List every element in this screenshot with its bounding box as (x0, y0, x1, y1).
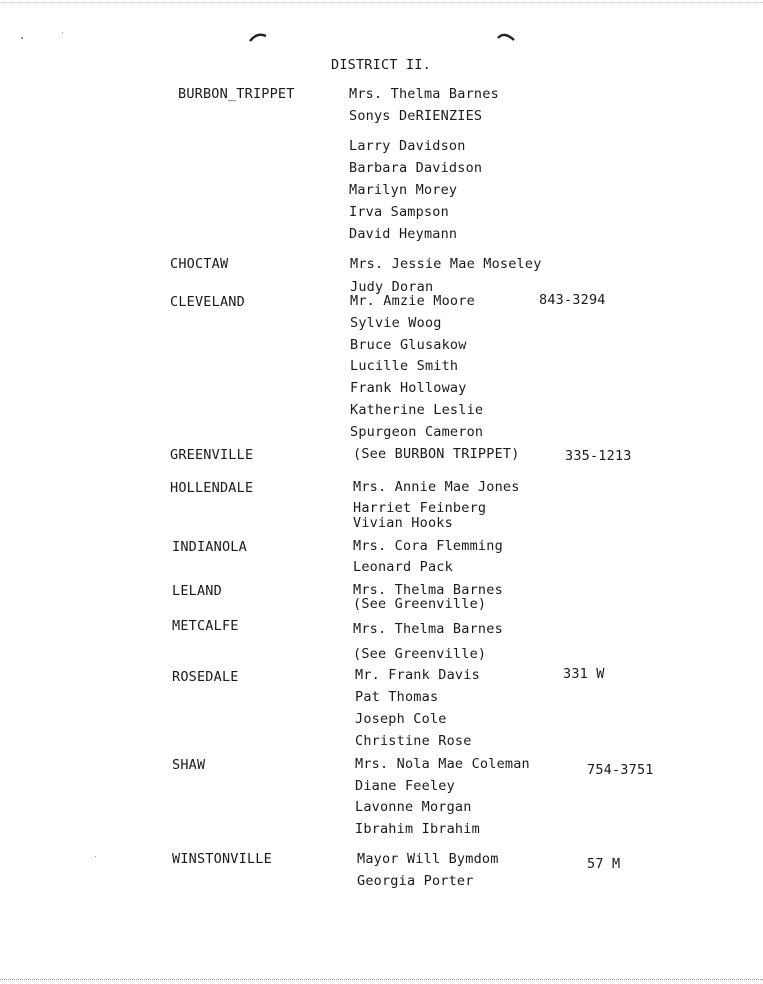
place-shaw: SHAW (172, 757, 206, 773)
contact-name: Judy Doran (350, 279, 434, 295)
place-rosedale: ROSEDALE (172, 669, 239, 685)
contact-name: David Heymann (349, 226, 458, 242)
contact-name: Christine Rose (355, 733, 472, 749)
contact-name: Mr. Frank Davis (355, 667, 480, 683)
place-leland: LELAND (172, 583, 222, 599)
contact-name: Barbara Davidson (349, 160, 483, 176)
contact-name: Vivian Hooks (353, 515, 453, 531)
speck (21, 37, 23, 39)
contact-name: Mr. Amzie Moore (350, 293, 475, 309)
contact-name: Georgia Porter (357, 873, 474, 889)
contact-name: Joseph Cole (355, 711, 447, 727)
contact-name: Lavonne Morgan (355, 799, 472, 815)
speck (95, 856, 96, 857)
document-title: DISTRICT II. (331, 57, 431, 73)
contact-name: Larry Davidson (349, 138, 466, 154)
contact-name: Pat Thomas (355, 689, 439, 705)
contact-name: Spurgeon Cameron (350, 424, 484, 440)
contact-name: Diane Feeley (355, 778, 455, 794)
contact-name: (See Greenville) (353, 646, 487, 662)
contact-name: Ibrahim Ibrahim (355, 821, 480, 837)
contact-name: Mrs. Jessie Mae Moseley (350, 256, 542, 272)
punch-mark-left (248, 32, 268, 42)
contact-name: Frank Holloway (350, 380, 467, 396)
contact-name: (See BURBON TRIPPET) (353, 446, 520, 462)
contact-name: Sylvie Woog (350, 315, 442, 331)
contact-phone: 331 W (563, 666, 605, 682)
contact-name: Mrs. Thelma Barnes (349, 86, 499, 102)
place-cleveland: CLEVELAND (170, 294, 245, 310)
contact-phone: 57 M (587, 856, 621, 872)
contact-name: Lucille Smith (350, 358, 459, 374)
contact-name: Mrs. Nola Mae Coleman (355, 756, 530, 772)
contact-name: Sonys DeRIENZIES (349, 108, 483, 124)
place-indianola: INDIANOLA (172, 539, 247, 555)
contact-name: Mrs. Thelma Barnes (353, 582, 503, 598)
place-hollendale: HOLLENDALE (170, 480, 254, 496)
punch-mark-right (496, 32, 516, 42)
page-bottom-edge (0, 979, 763, 980)
place-choctaw: CHOCTAW (170, 256, 229, 272)
place-burbon-trippet: BURBON_TRIPPET (178, 86, 295, 102)
contact-name: Mrs. Thelma Barnes (353, 621, 503, 637)
contact-name: Mrs. Cora Flemming (353, 538, 503, 554)
speck (62, 32, 63, 33)
place-metcalfe: METCALFE (172, 618, 239, 634)
contact-name: Mayor Will Bymdom (357, 851, 499, 867)
contact-name: Leonard Pack (353, 559, 453, 575)
page-top-edge (0, 2, 763, 3)
contact-phone: 754-3751 (587, 762, 654, 778)
contact-name: Mrs. Annie Mae Jones (353, 479, 520, 495)
place-greenville: GREENVILLE (170, 447, 254, 463)
contact-name: Harriet Feinberg (353, 500, 487, 516)
place-winstonville: WINSTONVILLE (172, 851, 272, 867)
contact-name: Irva Sampson (349, 204, 449, 220)
contact-name: Bruce Glusakow (350, 337, 467, 353)
contact-name: (See Greenville) (353, 596, 487, 612)
contact-name: Katherine Leslie (350, 402, 484, 418)
contact-phone: 335-1213 (565, 448, 632, 464)
contact-phone: 843-3294 (539, 292, 606, 308)
contact-name: Marilyn Morey (349, 182, 458, 198)
